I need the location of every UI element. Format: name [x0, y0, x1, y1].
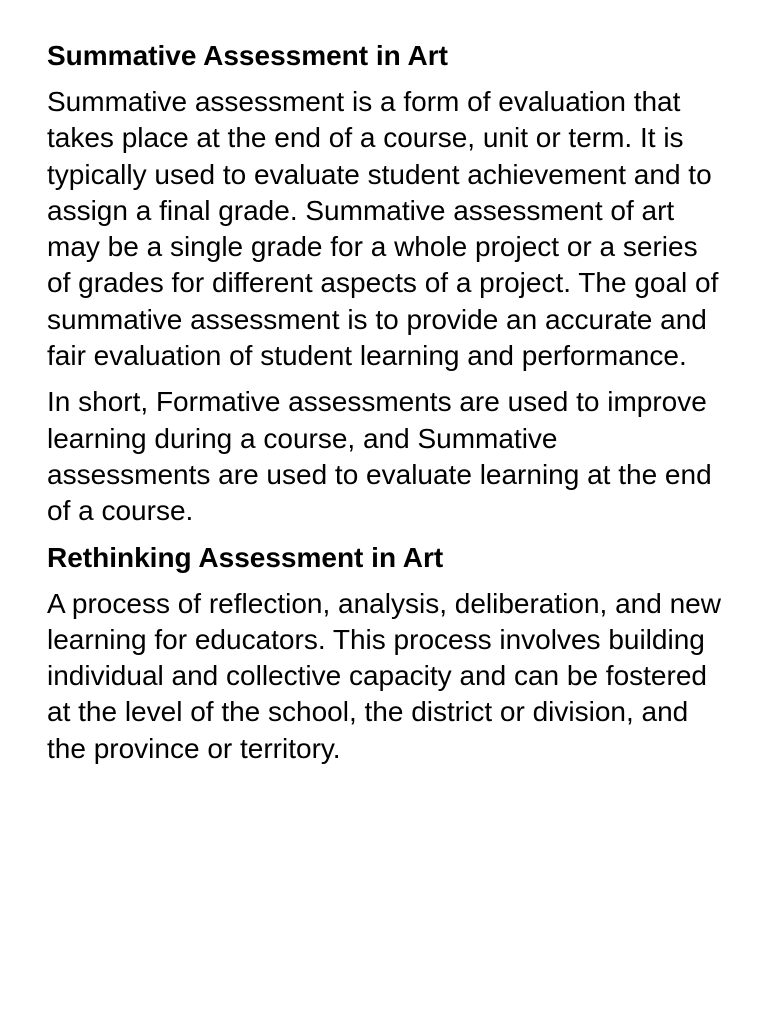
section-paragraph: A process of reflection, analysis, deliberation, and new learning for educators. This process involves building individual and collective capacity and can be fostered at the level of the school, the district or division, and the province or territory.: [47, 587, 721, 764]
document-page: [47, 38, 727, 777]
section-summative-assessment: [47, 38, 727, 530]
section-paragraph: Summative assessment is a form of evaluation that takes place at the end of a course, unit or term. It is typically used to evaluate student achievement and to assign a final grade. Summative assessment of art may be a single grade for a whole project or a series of grades for different aspects of a project. The goal of summative assessment is to provide an accurate and fair evaluation of student learning and performance.: [47, 86, 719, 372]
section-heading: Summative Assessment in Art: [47, 40, 448, 71]
section-heading: Rethinking Assessment in Art: [47, 541, 444, 573]
section-paragraph: In short, Formative assessments are used to improve learning during a course, and Summative assessments are used to evaluate learning at the end of a course.: [47, 386, 712, 527]
section-rethinking-assessment: [47, 540, 727, 767]
